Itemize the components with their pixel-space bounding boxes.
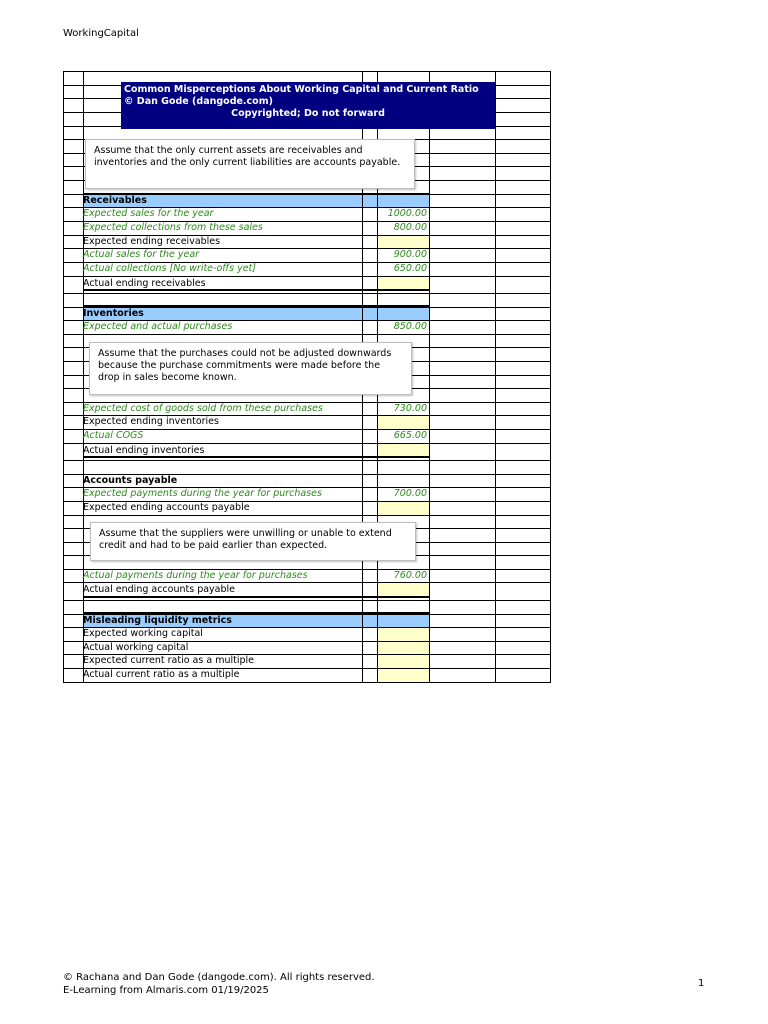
table-row: Expected ending accounts payable	[83, 502, 250, 513]
table-row: Expected and actual purchases 850.00	[83, 321, 427, 332]
assumption-note-1: Assume that the only current assets are receivables and inventories and the only current liabilities are accounts payable.	[85, 139, 415, 189]
page-number: 1	[698, 978, 705, 989]
table-row: Actual collections [No write-offs yet] 650.00	[83, 263, 427, 274]
table-row: Actual working capital	[83, 642, 189, 653]
footer-copyright: © Rachana and Dan Gode (dangode.com). All rights reserved.	[63, 972, 375, 983]
footer-elearning: E-Learning from Almaris.com 01/19/2025	[63, 985, 269, 996]
metrics-heading: Misleading liquidity metrics	[83, 615, 232, 626]
table-row: Actual payments during the year for purchases 760.00	[83, 570, 427, 581]
table-row: Expected ending receivables	[83, 236, 221, 247]
assumption-note-3: Assume that the suppliers were unwilling or unable to extend credit and had to be paid earlier than expected.	[90, 522, 416, 561]
table-row: Expected cost of goods sold from these purchases 730.00	[83, 403, 427, 414]
table-row: Expected current ratio as a multiple	[83, 655, 254, 666]
table-row: Actual sales for the year 900.00	[83, 249, 427, 260]
spreadsheet	[63, 71, 551, 683]
table-row: Actual COGS 665.00	[83, 430, 427, 441]
table-row: Actual ending accounts payable	[83, 584, 236, 595]
assumption-note-2: Assume that the purchases could not be adjusted downwards because the purchase commitments were made before the drop in sales become known.	[89, 342, 412, 395]
footer	[63, 971, 375, 997]
title-banner	[121, 82, 495, 129]
title-line1: Common Misperceptions About Working Capital and Current Ratio	[124, 84, 479, 95]
table-row: Actual ending inventories	[83, 445, 205, 456]
title-line3: Copyrighted; Do not forward	[231, 108, 385, 119]
table-row: Expected sales for the year 1000.00	[83, 208, 427, 219]
inventories-heading: Inventories	[83, 308, 144, 319]
table-row: Expected ending inventories	[83, 416, 219, 427]
receivables-heading: Receivables	[83, 195, 147, 206]
sheet-name: WorkingCapital	[63, 28, 139, 39]
table-row: Expected collections from these sales 800.00	[83, 222, 427, 233]
title-line2: © Dan Gode (dangode.com)	[124, 96, 273, 107]
table-row: Expected working capital	[83, 628, 203, 639]
table-row: Expected payments during the year for purchases 700.00	[83, 488, 427, 499]
table-row: Actual ending receivables	[83, 278, 206, 289]
table-row: Actual current ratio as a multiple	[83, 669, 240, 680]
payables-heading: Accounts payable	[83, 475, 178, 486]
